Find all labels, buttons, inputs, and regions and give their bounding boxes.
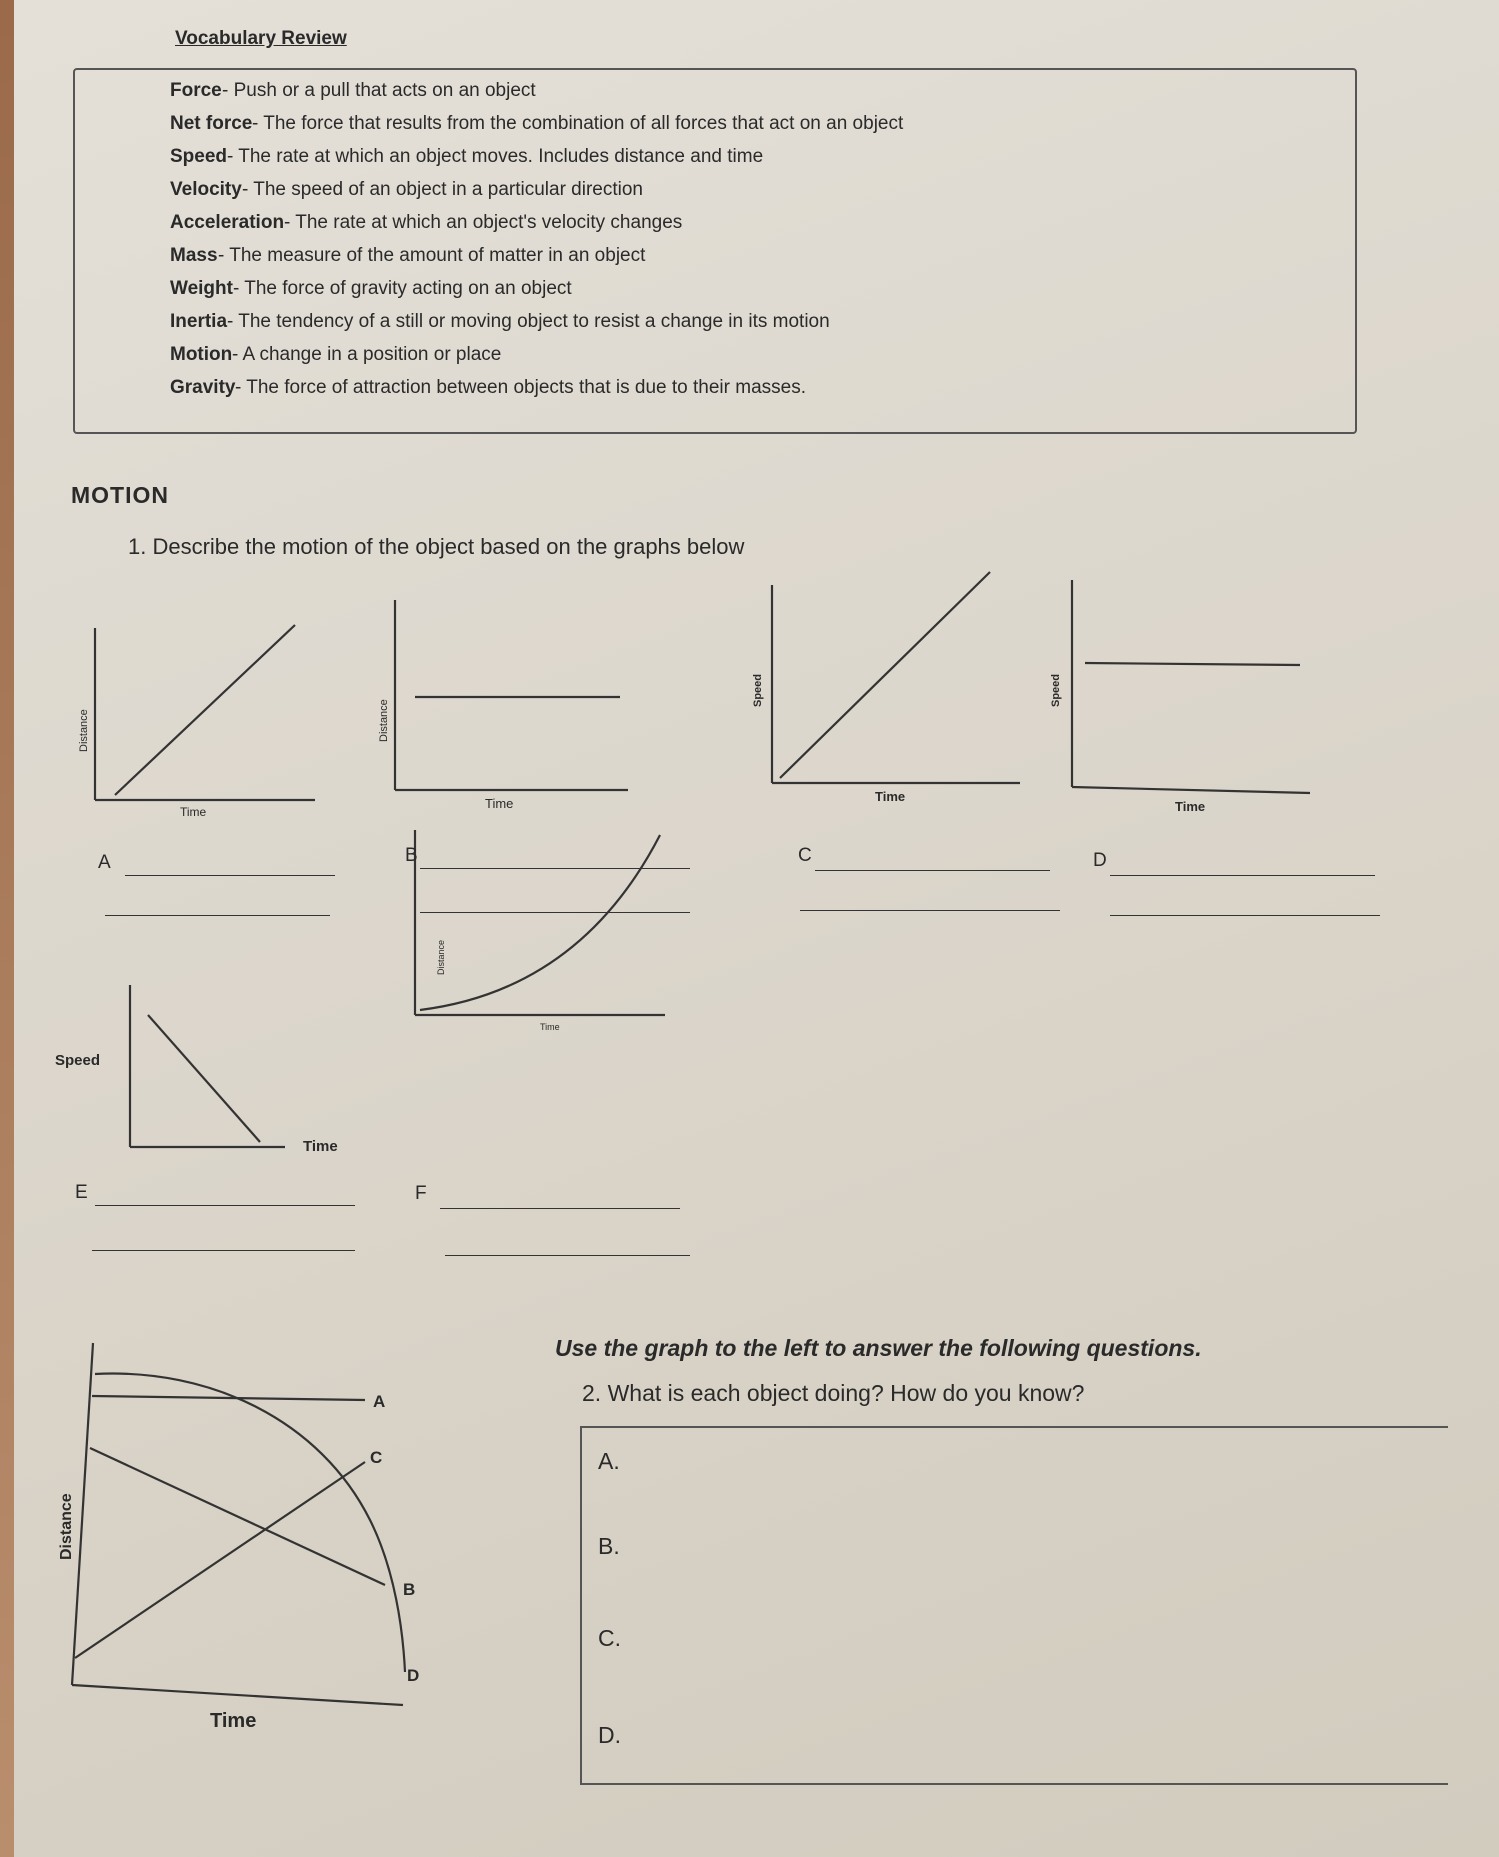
answer-a-line-1[interactable]: [125, 875, 335, 876]
graph-acceleration-xlabel: Time: [540, 1022, 560, 1032]
line-d-label: D: [407, 1666, 420, 1685]
definition-text: - Push or a pull that acts on an object: [222, 80, 536, 101]
definition-term: Inertia: [170, 311, 228, 332]
graph-d-ylabel: Speed: [1050, 673, 1062, 707]
line-b-label: B: [403, 1580, 416, 1599]
answer-d-line-2[interactable]: [1110, 915, 1380, 916]
big-graph-ylabel: Distance: [58, 1493, 75, 1560]
answer-label-a: A.: [598, 1448, 620, 1474]
line-c-label: C: [370, 1448, 383, 1467]
definition-text: - The force that results from the combination of all forces that act on an object: [252, 113, 904, 134]
line-a-label: A: [373, 1392, 386, 1411]
answer-b-line-1[interactable]: [420, 868, 690, 869]
definition-text: - The speed of an object in a particular direction: [242, 179, 643, 200]
definition-term: Motion: [170, 344, 233, 365]
answer-label-c: C.: [598, 1625, 621, 1651]
answer-d-line-1[interactable]: [1110, 875, 1375, 876]
section-heading: MOTION: [71, 482, 169, 508]
definition-text: - The force of gravity acting on an object: [233, 278, 572, 299]
answer-label-d: D.: [598, 1722, 621, 1748]
answer-a-line-2[interactable]: [105, 915, 330, 916]
answer-f-line-2[interactable]: [445, 1255, 690, 1256]
answer-c-label: C: [798, 845, 812, 866]
answer-f-label: F: [415, 1183, 427, 1204]
graph-b-ylabel: Distance: [378, 699, 390, 742]
graph-e-xlabel: Time: [303, 1138, 338, 1155]
graph-a-ylabel: Distance: [78, 709, 90, 752]
graph-a-xlabel: Time: [180, 805, 207, 819]
graph-e-ylabel: Speed: [55, 1052, 101, 1069]
definition-term: Net force: [170, 113, 253, 134]
definition-text: - The measure of the amount of matter in an object: [218, 245, 646, 266]
graph-b-xlabel: Time: [485, 796, 514, 811]
answer-box[interactable]: [580, 1426, 1448, 1785]
graph-c-ylabel: Speed: [752, 673, 764, 707]
answer-a-label: A: [98, 852, 111, 873]
definition-text: - The rate at which an object moves. Includes distance and time: [227, 146, 764, 167]
answer-label-b: B.: [598, 1533, 620, 1559]
answer-b-label: B: [405, 845, 418, 866]
definition-term: Speed: [170, 146, 228, 167]
graph-instructions: Use the graph to the left to answer the following questions.: [555, 1335, 1202, 1361]
answer-d-label: D: [1093, 850, 1107, 871]
answer-e-label: E: [75, 1182, 88, 1203]
definition-term: Velocity: [170, 179, 242, 200]
graph-acceleration-ylabel: Distance: [436, 939, 446, 975]
vocabulary-title: Vocabulary Review: [175, 28, 347, 49]
definition-text: - The tendency of a still or moving object to resist a change in its motion: [227, 311, 830, 332]
big-graph-xlabel: Time: [210, 1710, 257, 1732]
graph-c-xlabel: Time: [875, 789, 906, 804]
definition-term: Mass: [170, 245, 218, 266]
answer-c-line-2[interactable]: [800, 910, 1060, 911]
answer-b-line-2[interactable]: [420, 912, 690, 913]
photo-edge: [0, 0, 14, 1857]
answer-e-line-2[interactable]: [92, 1250, 355, 1251]
question-2: 2. What is each object doing? How do you know?: [582, 1380, 1085, 1406]
definition-text: - A change in a position or place: [232, 344, 502, 365]
definition-term: Force: [170, 80, 222, 101]
definition-text: - The force of attraction between objects that is due to their masses.: [235, 377, 807, 398]
graph-d-xlabel: Time: [1175, 799, 1206, 814]
definition-term: Weight: [170, 278, 233, 299]
definition-term: Acceleration: [170, 212, 285, 233]
answer-f-line-1[interactable]: [440, 1208, 680, 1209]
definition-text: - The rate at which an object's velocity changes: [284, 212, 683, 233]
answer-e-line-1[interactable]: [95, 1205, 355, 1206]
definition-term: Gravity: [170, 377, 236, 398]
question-1: 1. Describe the motion of the object based on the graphs below: [128, 534, 745, 559]
answer-c-line-1[interactable]: [815, 870, 1050, 871]
